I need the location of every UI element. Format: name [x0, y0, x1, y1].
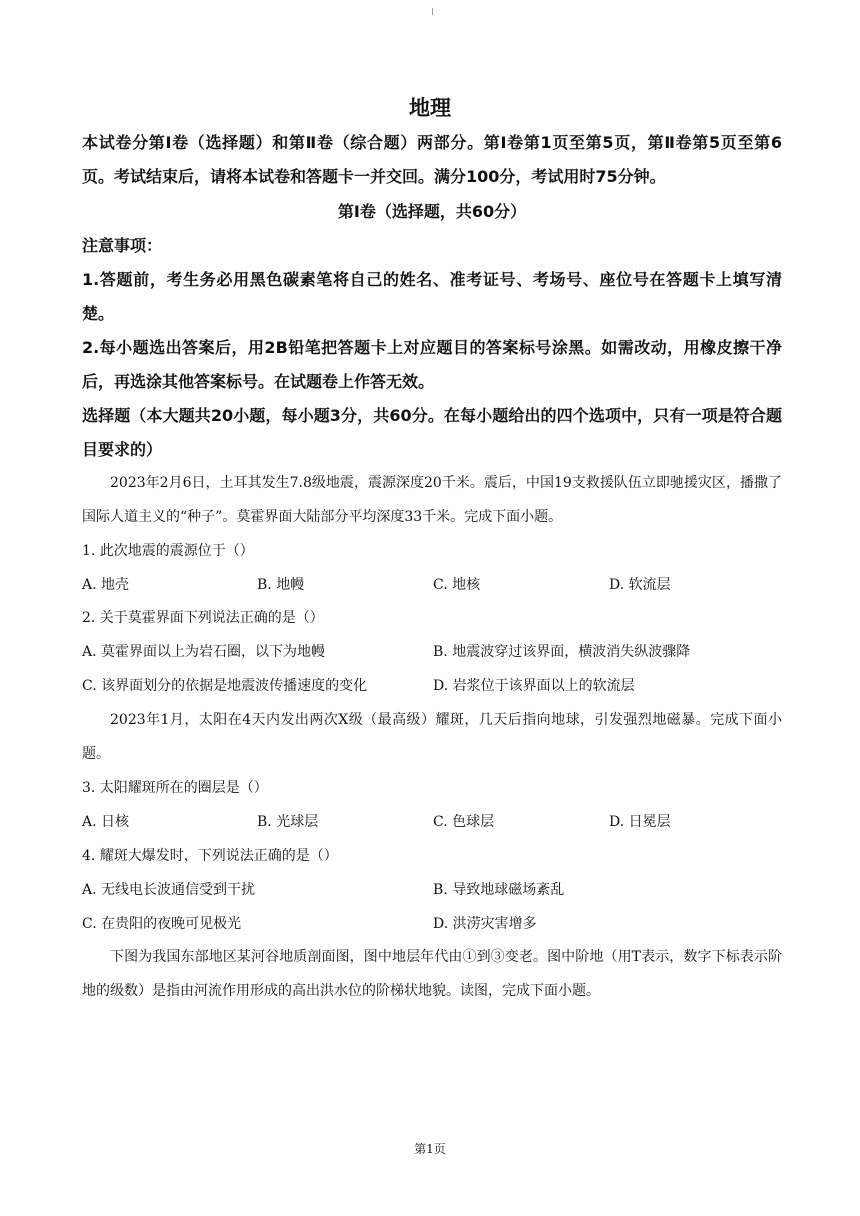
option-d: D. 岩浆位于该界面以上的软流层	[433, 678, 635, 694]
exam-intro: 本试卷分第Ⅰ卷（选择题）和第Ⅱ卷（综合题）两部分。第Ⅰ卷第1页至第5页，第Ⅱ卷第5页至第6页。考试结束后，请将本试卷和答题卡一并交回。满分100分，考试用时75分钟。	[82, 133, 782, 186]
option-b: B. 地震波穿过该界面，横波消失纵波骤降	[433, 644, 691, 660]
question-2-options-row2	[82, 669, 782, 703]
question-1-stem: 1. 此次地震的震源位于（）	[82, 543, 254, 559]
question-1-options	[82, 568, 782, 602]
passage-solar-flare: 2023年1月，太阳在4天内发出两次X级（最高级）耀斑，几天后指向地球，引发强烈地磁暴。完成下面小题。	[82, 712, 782, 762]
option-d: D. 日冕层	[609, 814, 671, 830]
option-d: D. 软流层	[609, 577, 671, 593]
option-c: C. 地核	[433, 577, 481, 593]
question-2-options-row1	[82, 635, 782, 669]
question-4-stem: 4. 耀斑大爆发时，下列说法正确的是（）	[82, 848, 338, 864]
page-number: 第1页	[414, 1142, 446, 1156]
option-b: B. 地幔	[257, 577, 305, 593]
option-a: A. 无线电长波通信受到干扰	[82, 882, 256, 898]
option-a: A. 日核	[82, 814, 130, 830]
note-item-1: 1.答题前，考生务必用黑色碳素笔将自己的姓名、准考证号、考场号、座位号在答题卡上填写清楚。	[82, 270, 782, 323]
choice-instructions: 选择题（本大题共20小题，每小题3分，共60分。在每小题给出的四个选项中，只有一项是符合题目要求的）	[82, 406, 782, 459]
page-title: 地理	[409, 96, 451, 120]
option-a: A. 莫霍界面以上为岩石圈，以下为地幔	[82, 644, 326, 660]
question-3-stem: 3. 太阳耀斑所在的圈层是（）	[82, 780, 268, 796]
question-4-options-row2	[82, 907, 782, 941]
option-c: C. 在贵阳的夜晚可见极光	[82, 916, 242, 932]
option-a: A. 地壳	[82, 577, 130, 593]
option-c: C. 该界面划分的依据是地震波传播速度的变化	[82, 678, 368, 694]
question-3-options	[82, 805, 782, 839]
page-top-mark	[432, 8, 433, 15]
option-b: B. 导致地球磁场紊乱	[433, 882, 565, 898]
notes-heading: 注意事项：	[82, 236, 163, 255]
question-2-stem: 2. 关于莫霍界面下列说法正确的是（）	[82, 610, 324, 626]
option-d: D. 洪涝灾害增多	[433, 916, 537, 932]
passage-earthquake: 2023年2月6日，土耳其发生7.8级地震，震源深度20千米。震后，中国19支救援队伍立即驰援灾区，播撒了国际人道主义的“种子”。莫霍界面大陆部分平均深度33千米。完成下面小题。	[82, 475, 782, 525]
option-c: C. 色球层	[433, 814, 495, 830]
passage-river-valley: 下图为我国东部地区某河谷地质剖面图，图中地层年代由①到③变老。图中阶地（用T表示，数字下标表示阶地的级数）是指由河流作用形成的高出洪水位的阶梯状地貌。读图，完成下面小题。	[82, 949, 782, 999]
section-heading: 第Ⅰ卷（选择题，共60分）	[337, 202, 527, 221]
option-b: B. 光球层	[257, 814, 319, 830]
question-4-options-row1	[82, 873, 782, 907]
note-item-2: 2.每小题选出答案后，用2B铅笔把答题卡上对应题目的答案标号涂黑。如需改动，用橡皮擦干净后，再选涂其他答案标号。在试题卷上作答无效。	[82, 338, 782, 391]
